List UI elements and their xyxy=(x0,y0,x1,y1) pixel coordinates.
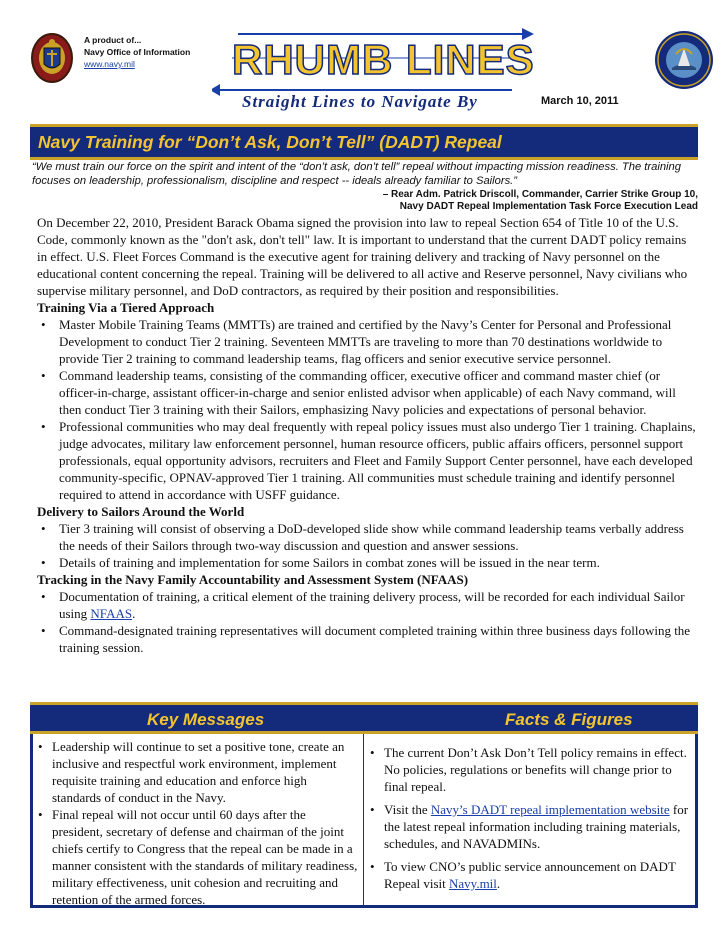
rhumb-lines-logo xyxy=(212,24,542,114)
column-divider xyxy=(363,734,364,905)
rhumb-lines-title: RHUMB LINES xyxy=(232,36,535,83)
list-item: • Details of training and implementation for some Sailors in combat zones will be issued in the near term. xyxy=(41,555,600,570)
list-item: • To view CNO’s public service announcement on DADT Repeal visit Navy.mil. xyxy=(370,859,676,891)
dadt-website-link[interactable]: Navy’s DADT repeal implementation website xyxy=(430,802,670,817)
headline: Navy Training for “Don’t Ask, Don’t Tell” (DADT) Repeal xyxy=(38,132,502,152)
navy-seal-graphic xyxy=(654,30,714,90)
facts-column xyxy=(368,744,694,892)
section-heading-tiered: Training Via a Tiered Approach xyxy=(37,300,215,315)
bullet-icon: • xyxy=(41,555,46,570)
bullet-icon: • xyxy=(370,745,375,760)
chinfo-crest-logo xyxy=(30,32,74,84)
nfaas-link[interactable]: NFAAS xyxy=(90,606,133,621)
bullet-icon: • xyxy=(41,317,46,332)
list-item: • Command-designated training representatives will document completed training within three business days following the training session. xyxy=(41,623,691,655)
pull-quote xyxy=(32,160,698,188)
masthead-info xyxy=(84,34,190,70)
key-messages-column xyxy=(36,738,358,908)
masthead-line2: Navy Office of Information xyxy=(84,47,191,57)
bullet-icon: • xyxy=(41,589,46,604)
section-heading-delivery: Delivery to Sailors Around the World xyxy=(37,504,245,519)
section-heading-tracking: Tracking in the Navy Family Accountability and Assessment System (NFAAS) xyxy=(37,572,469,587)
navy-mil-psa-link[interactable]: Navy.mil xyxy=(449,876,497,891)
list-item: • Professional communities who may deal frequently with repeal policy issues must also undergo Tier 1 training. Chaplains, judge advocates, military law enforcement personnel, human resource officers, public affairs officers, personnel support professionals, equal opportunity advisors, recruiters and Fleet and Family Support Center personnel, have each developed community-specific, OPNAV-approved Tier 1 training. All communities must schedule training and identify personnel required to attend in accordance with USFF guidance. xyxy=(41,419,696,502)
quote-attribution-line2: Navy DADT Repeal Implementation Task Force Execution Lead xyxy=(399,201,698,212)
bullet-icon: • xyxy=(41,521,46,536)
quote-attribution-line1: – Rear Adm. Patrick Driscoll, Commander, Carrier Strike Group 10, xyxy=(382,189,698,200)
delivery-list xyxy=(37,520,699,571)
bullet-icon: • xyxy=(41,419,46,434)
list-item: • Documentation of training, a critical element of the training delivery process, will be recorded for each individual Sailor using NFAAS. xyxy=(41,589,685,621)
key-messages-heading: Key Messages xyxy=(147,710,265,729)
bullet-icon: • xyxy=(38,739,43,754)
bullet-icon: • xyxy=(38,807,43,822)
article-body xyxy=(37,214,699,656)
navy-seal-logo xyxy=(654,30,714,90)
facts-figures-heading: Facts & Figures xyxy=(505,710,633,729)
tiered-list xyxy=(37,316,699,503)
bullet-icon: • xyxy=(370,802,375,817)
list-item: • Master Mobile Training Teams (MMTTs) are trained and certified by the Navy’s Center for Personal and Professional Development to conduct Tier 2 training. Seventeen MMTTs are traveling to more than 70 destinations worldwide to provide Tier 2 training to command leadership teams, flag officers and senior executive service personnel. xyxy=(41,317,672,366)
list-item: • Leadership will continue to set a positive tone, create an inclusive and respectful work environment, implement requisite training and education and enforce high standards of conduct in the Navy. xyxy=(38,739,345,805)
issue-date: March 10, 2011 xyxy=(541,95,619,107)
list-item: • Tier 3 training will consist of observing a DoD-developed slide show while command leadership teams verbally address the needs of their Sailors through two-way discussion and question and answer sessions. xyxy=(41,521,684,553)
list-item: • Command leadership teams, consisting of the commanding officer, executive officer and command master chief (or officer-in-charge, assistant officer-in-charge and senior enlisted advisor when applicable) of each Navy command, will then conduct Tier 3 training with their Sailors, emphasizing Navy policies and expectations of personal behavior. xyxy=(41,368,676,417)
tracking-list xyxy=(37,588,699,656)
list-item: • Visit the Navy’s DADT repeal implementation website for the latest repeal information including training materials, schedules, and NAVADMINs. xyxy=(370,802,689,851)
bullet-icon: • xyxy=(41,623,46,638)
headline-bar xyxy=(30,124,698,160)
bottom-header-bar xyxy=(30,702,698,734)
navy-mil-link[interactable]: www.navy.mil xyxy=(84,59,135,69)
bullet-icon: • xyxy=(41,368,46,383)
quote-attribution xyxy=(278,189,698,213)
intro-paragraph: On December 22, 2010, President Barack Obama signed the provision into law to repeal Section 654 of Title 10 of the U.S. Code, commonly known as the "don't ask, don't tell" law. It is important to understand that the current DADT policy remains in effect. U.S. Fleet Forces Command is the executive agent for training delivery and tracking of Navy personnel on the educational content concerning the repeal. Training will be delivered to all active and Reserve personnel, Navy civilians who supervise military personnel, and DoD contractors, as required by their position and responsibilities. xyxy=(37,215,688,298)
rhumb-lines-tagline: Straight Lines to Navigate By xyxy=(242,92,478,111)
list-item: • Final repeal will not occur until 60 days after the president, secretary of defense and chairman of the joint chiefs certify to Congress that the repeal can be made in a manner consistent with the standards of military readiness, military effectiveness, unit cohesion and recruiting and retention of the armed forces. xyxy=(38,807,358,907)
list-item: • The current Don’t Ask Don’t Tell policy remains in effect. No policies, regulations or benefits will change prior to final repeal. xyxy=(370,745,687,794)
masthead-line1: A product of... xyxy=(84,35,142,45)
quote-text: “We must train our force on the spirit and intent of the “don’t ask, don’t tell” repeal without impacting mission readiness. The training focuses on leadership, professionalism, discipline and respect -- ideals already familiar to Sailors.” xyxy=(32,161,681,187)
bullet-icon: • xyxy=(370,859,375,874)
